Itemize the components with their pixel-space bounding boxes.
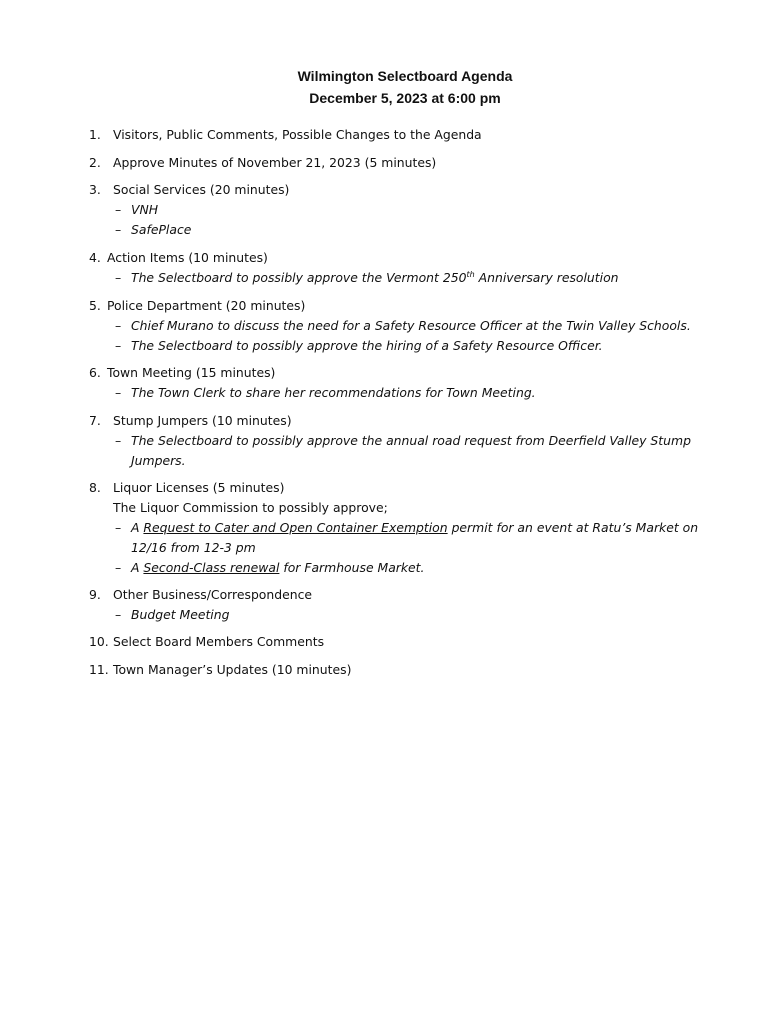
item-text: Approve Minutes of November 21, 2023 (5 minutes): [113, 155, 437, 170]
agenda-item-8: [89, 478, 284, 498]
second-class-renewal-link[interactable]: Second-Class renewal: [143, 560, 280, 575]
agenda-subitem: [115, 383, 536, 403]
item-text: Select Board Members Comments: [113, 634, 325, 649]
item-text: Town Manager’s Updates (10 minutes): [113, 662, 352, 677]
dash-bullet: –: [115, 338, 122, 353]
agenda-item-9: [89, 585, 312, 605]
agenda-item-4: [89, 248, 268, 268]
agenda-subitem: [115, 220, 191, 240]
item-text: Town Meeting (15 minutes): [107, 365, 276, 380]
subitem-text-start: A: [131, 560, 144, 575]
item-number: 9.: [89, 587, 101, 602]
subitem-text-start: The Selectboard to possibly approve the Vermont 250: [131, 270, 467, 285]
item-number: 5.: [89, 298, 101, 313]
subitem-continuation: 12/16 from 12-3 pm: [131, 540, 256, 555]
dash-bullet: –: [115, 270, 122, 285]
subitem-text: The Selectboard to possibly approve the hiring of a Safety Resource Officer.: [131, 338, 603, 353]
subitem-text: The Town Clerk to share her recommendations for Town Meeting.: [131, 385, 536, 400]
item-intro-text: The Liquor Commission to possibly approve;: [113, 500, 388, 515]
agenda-item-10: [89, 632, 324, 652]
subitem-text-end: permit for an event at Ratu’s Market on: [447, 520, 699, 535]
ordinal-suffix: th: [466, 269, 475, 279]
agenda-item-3: [89, 180, 289, 200]
agenda-subitem: [115, 605, 229, 625]
agenda-subitem: [115, 558, 424, 578]
agenda-subitem: [115, 336, 603, 356]
item-number: 2.: [89, 155, 101, 170]
item-text: Visitors, Public Comments, Possible Changes to the Agenda: [113, 127, 482, 142]
item-number: 4.: [89, 250, 101, 265]
subitem-text: The Selectboard to possibly approve the annual road request from Deerfield Valley Stump: [131, 433, 691, 448]
item-number: 7.: [89, 413, 101, 428]
agenda-date: December 5, 2023 at 6:00 pm: [309, 90, 501, 106]
agenda-subitem: [115, 268, 619, 288]
agenda-item-2: [89, 153, 436, 173]
request-to-cater-link[interactable]: Request to Cater and Open Container Exemption: [143, 520, 448, 535]
item-number: 10.: [89, 634, 109, 649]
agenda-item-7: [89, 411, 292, 431]
subitem-continuation: Jumpers.: [131, 453, 186, 468]
subitem-text: VNH: [131, 202, 159, 217]
dash-bullet: –: [115, 222, 122, 237]
subitem-text: Chief Murano to discuss the need for a Safety Resource Officer at the Twin Valley Schools.: [131, 318, 691, 333]
agenda-subitem: [115, 431, 691, 451]
agenda-item-5: [89, 296, 305, 316]
subitem-text-end: Anniversary resolution: [474, 270, 619, 285]
item-number: 8.: [89, 480, 101, 495]
item-number: 1.: [89, 127, 101, 142]
dash-bullet: –: [115, 202, 122, 217]
agenda-item-11: [89, 660, 351, 680]
dash-bullet: –: [115, 318, 122, 333]
item-text: Social Services (20 minutes): [113, 182, 290, 197]
item-text: Stump Jumpers (10 minutes): [113, 413, 292, 428]
agenda-subitem: [115, 200, 158, 220]
dash-bullet: –: [115, 385, 122, 400]
dash-bullet: –: [115, 607, 122, 622]
agenda-subitem: [115, 518, 698, 538]
dash-bullet: –: [115, 560, 122, 575]
item-text: Liquor Licenses (5 minutes): [113, 480, 285, 495]
item-text: Other Business/Correspondence: [113, 587, 313, 602]
subitem-text-end: for Farmhouse Market.: [279, 560, 425, 575]
subitem-text: SafePlace: [131, 222, 192, 237]
item-text: Action Items (10 minutes): [107, 250, 268, 265]
agenda-subitem: [115, 316, 691, 336]
dash-bullet: –: [115, 520, 122, 535]
agenda-title: Wilmington Selectboard Agenda: [297, 68, 513, 84]
item-number: 6.: [89, 365, 101, 380]
item-number: 3.: [89, 182, 101, 197]
subitem-text-start: A: [131, 520, 144, 535]
item-text: Police Department (20 minutes): [107, 298, 306, 313]
item-number: 11.: [89, 662, 109, 677]
dash-bullet: –: [115, 433, 122, 448]
subitem-text: Budget Meeting: [131, 607, 230, 622]
agenda-item-1: [89, 125, 482, 145]
agenda-item-6: [89, 363, 275, 383]
